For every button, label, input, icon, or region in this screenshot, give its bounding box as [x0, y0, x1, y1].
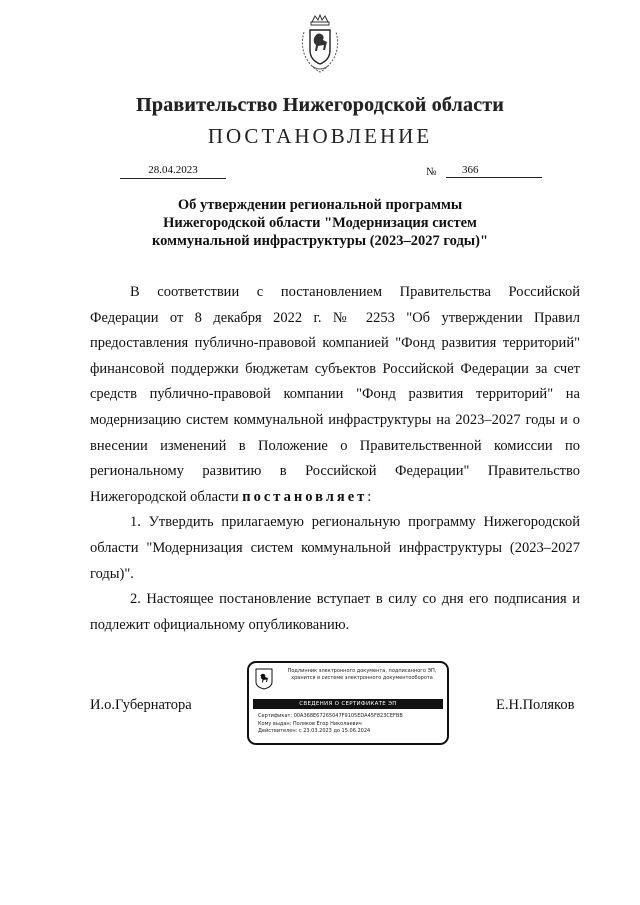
- preamble-end: :: [367, 488, 372, 505]
- document-body: [90, 280, 580, 638]
- title-line: коммунальной инфраструктуры (2023–2027 годы)": [151, 233, 488, 249]
- stamp-certificate: Сертификат: 00A368E67265047F9105EDA45F823CEFBB: [258, 713, 403, 719]
- organization-name: Правительство Нижегородской области: [136, 94, 504, 116]
- paragraph-item-2: 2. Настоящее постановление вступает в силу со дня его подписания и подлежит официальному опубликованию.: [90, 591, 580, 633]
- paragraph-item-1: 1. Утвердить прилагаемую региональную программу Нижегородской области "Модернизация систем коммунальной инфраструктуры (2023–2027 годы)".: [90, 514, 580, 582]
- stamp-details: [258, 713, 403, 736]
- deer-emblem-icon: [255, 668, 273, 690]
- number-sign: №: [426, 166, 437, 178]
- stamp-certificate-bar: СВЕДЕНИЯ О СЕРТИФИКАТЕ ЭП: [253, 699, 443, 709]
- stamp-header: [279, 668, 445, 681]
- document-number: 366: [446, 164, 542, 178]
- signatory-name: Е.Н.Поляков: [496, 697, 575, 713]
- decree-keyword: постановляет: [242, 488, 368, 505]
- document-title: [140, 196, 500, 250]
- coat-of-arms-icon: [298, 14, 342, 76]
- document-date: 28.04.2023: [120, 164, 226, 179]
- paragraph-preamble: [90, 280, 580, 510]
- stamp-validity: Действителен: с 23.03.2023 до 15.06.2024: [258, 728, 371, 734]
- stamp-header-line: Подлинник электронного документа, подписанного ЭП,: [287, 668, 437, 674]
- signatory-position: И.о.Губернатора: [90, 697, 192, 713]
- title-line: Об утверждении региональной программы: [177, 197, 463, 213]
- e-signature-stamp: [247, 661, 449, 745]
- stamp-header-line: хранится в системе электронного документооборота: [291, 674, 433, 681]
- document-type: ПОСТАНОВЛЕНИЕ: [207, 124, 433, 148]
- stamp-issued-to: Кому выдан: Поляков Егор Николаевич: [258, 720, 362, 727]
- preamble-text: В соответствии с постановлением Правительства Российской Федерации от 8 декабря 2022 г. № 2253 "Об утверждении Правил предоставления публично-правовой компанией "Фонд развития территорий" финансовой поддержки бюджетам субъектов Российской Федерации за счет средств публично-правовой компании "Фонд развития территорий" на модернизацию систем коммунальной инфраструктуры на 2023–2027 годы и о внесении изменений в Положение о Правительственной комиссии по региональному развитию в Российской Федерации" Правительство Нижегородской области: [90, 284, 580, 505]
- title-line: Нижегородской области "Модернизация систем: [163, 215, 477, 231]
